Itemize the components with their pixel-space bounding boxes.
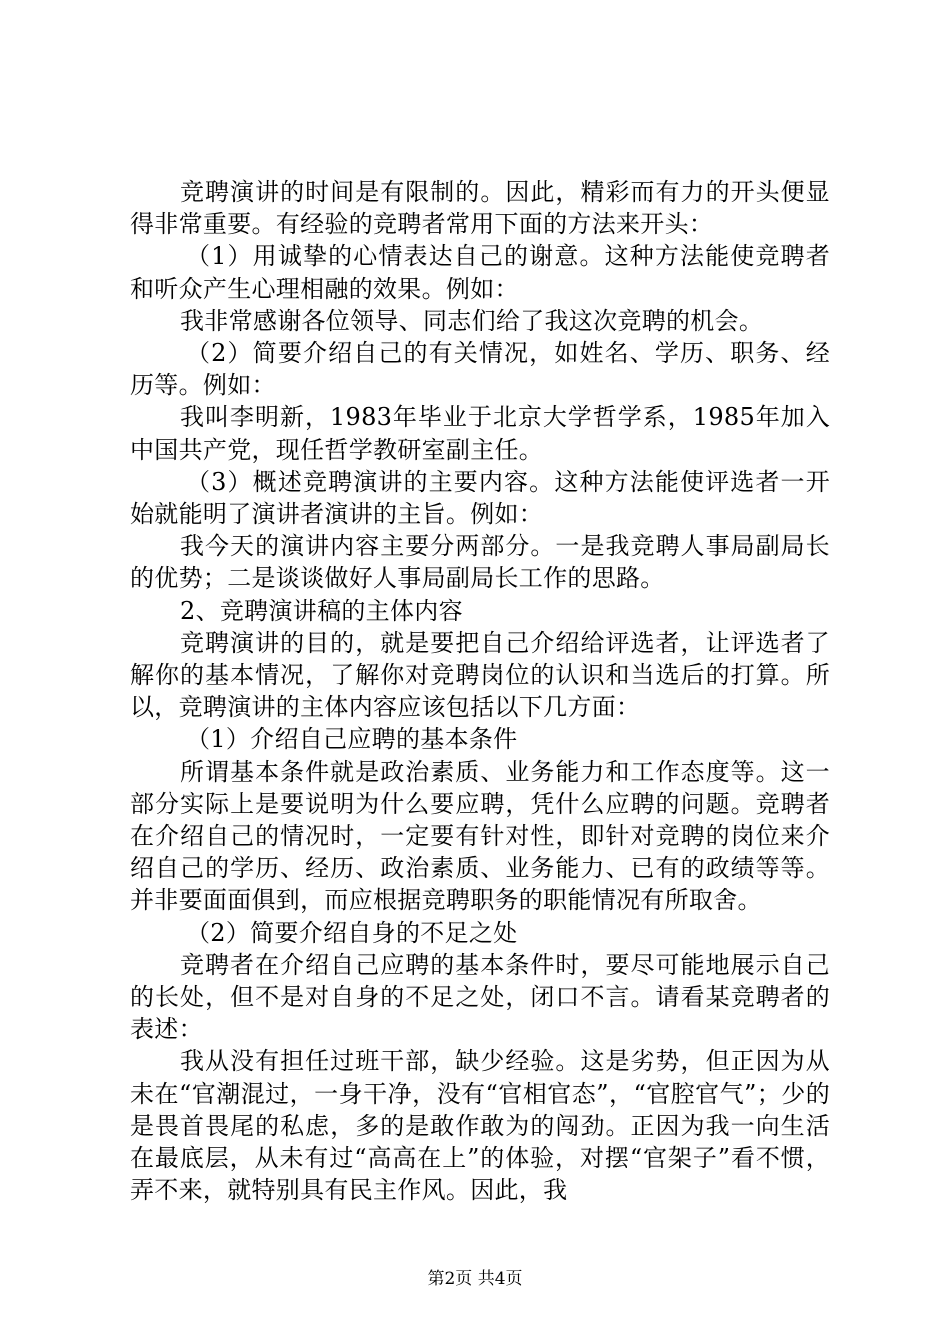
paragraph-opening-intro: 竞聘演讲的时间是有限制的。因此，精彩而有力的开头便显得非常重要。有经验的竞聘者常用下面的方法来开头：: [130, 178, 830, 239]
paragraph-method-2: （2）简要介绍自己的有关情况，如姓名、学历、职务、经历等。例如：: [130, 339, 830, 400]
paragraph-example-1: 我非常感谢各位领导、同志们给了我这次竞聘的机会。: [180, 306, 764, 335]
paragraph-example-3: 我今天的演讲内容主要分两部分。一是我竞聘人事局副局长的优势；二是谈谈做好人事局副局长工作的思路。: [130, 532, 830, 593]
paragraph-basic-conditions: 所谓基本条件就是政治素质、业务能力和工作态度等。这一部分实际上是要说明为什么要应聘，凭什么应聘的问题。竞聘者在介绍自己的情况时，一定要有针对性，即针对竞聘的岗位来介绍自己的学历、经历、政治素质、业务能力、已有的政绩等等。并非要面面俱到，而应根据竞聘职务的职能情况有所取舍。: [130, 757, 830, 915]
paragraph-example-2: 我叫李明新，1983年毕业于北京大学哲学系，1985年加入中国共产党，现任哲学教研室副主任。: [130, 403, 830, 464]
subheading-basic-conditions: （1）介绍自己应聘的基本条件: [186, 725, 518, 754]
document-body: [130, 176, 830, 1207]
section-heading-main-content: 2、竞聘演讲稿的主体内容: [180, 596, 463, 625]
subheading-shortcomings: （2）简要介绍自身的不足之处: [186, 918, 518, 947]
paragraph-method-3: （3）概述竞聘演讲的主要内容。这种方法能使评选者一开始就能明了演讲者演讲的主旨。例如：: [130, 467, 830, 529]
paragraph-main-content-intro: 竞聘演讲的目的，就是要把自己介绍给评选者，让评选者了解你的基本情况，了解你对竞聘岗位的认识和当选后的打算。所以，竞聘演讲的主体内容应该包括以下几方面：: [130, 628, 830, 722]
page-footer: [0, 1268, 950, 1290]
paragraph-shortcomings-example: 我从没有担任过班干部，缺少经验。这是劣势，但正因为从未在“官潮混过，一身干净，没有“官相官态”，“官腔官气”；少的是畏首畏尾的私虑，多的是敢作敢为的闯劲。正因为我一向生活在最底层，从未有过“高高在上”的体验，对摆“官架子”看不惯，弄不来，就特别具有民主作风。因此，我: [130, 1047, 830, 1205]
page-number-label: 第2页 共4页: [427, 1269, 523, 1289]
paragraph-shortcomings: 竞聘者在介绍自己应聘的基本条件时，要尽可能地展示自己的长处，但不是对自身的不足之处，闭口不言。请看某竞聘者的表述：: [130, 950, 830, 1044]
paragraph-method-1: （1）用诚挚的心情表达自己的谢意。这种方法能使竞聘者和听众产生心理相融的效果。例如：: [130, 242, 830, 303]
